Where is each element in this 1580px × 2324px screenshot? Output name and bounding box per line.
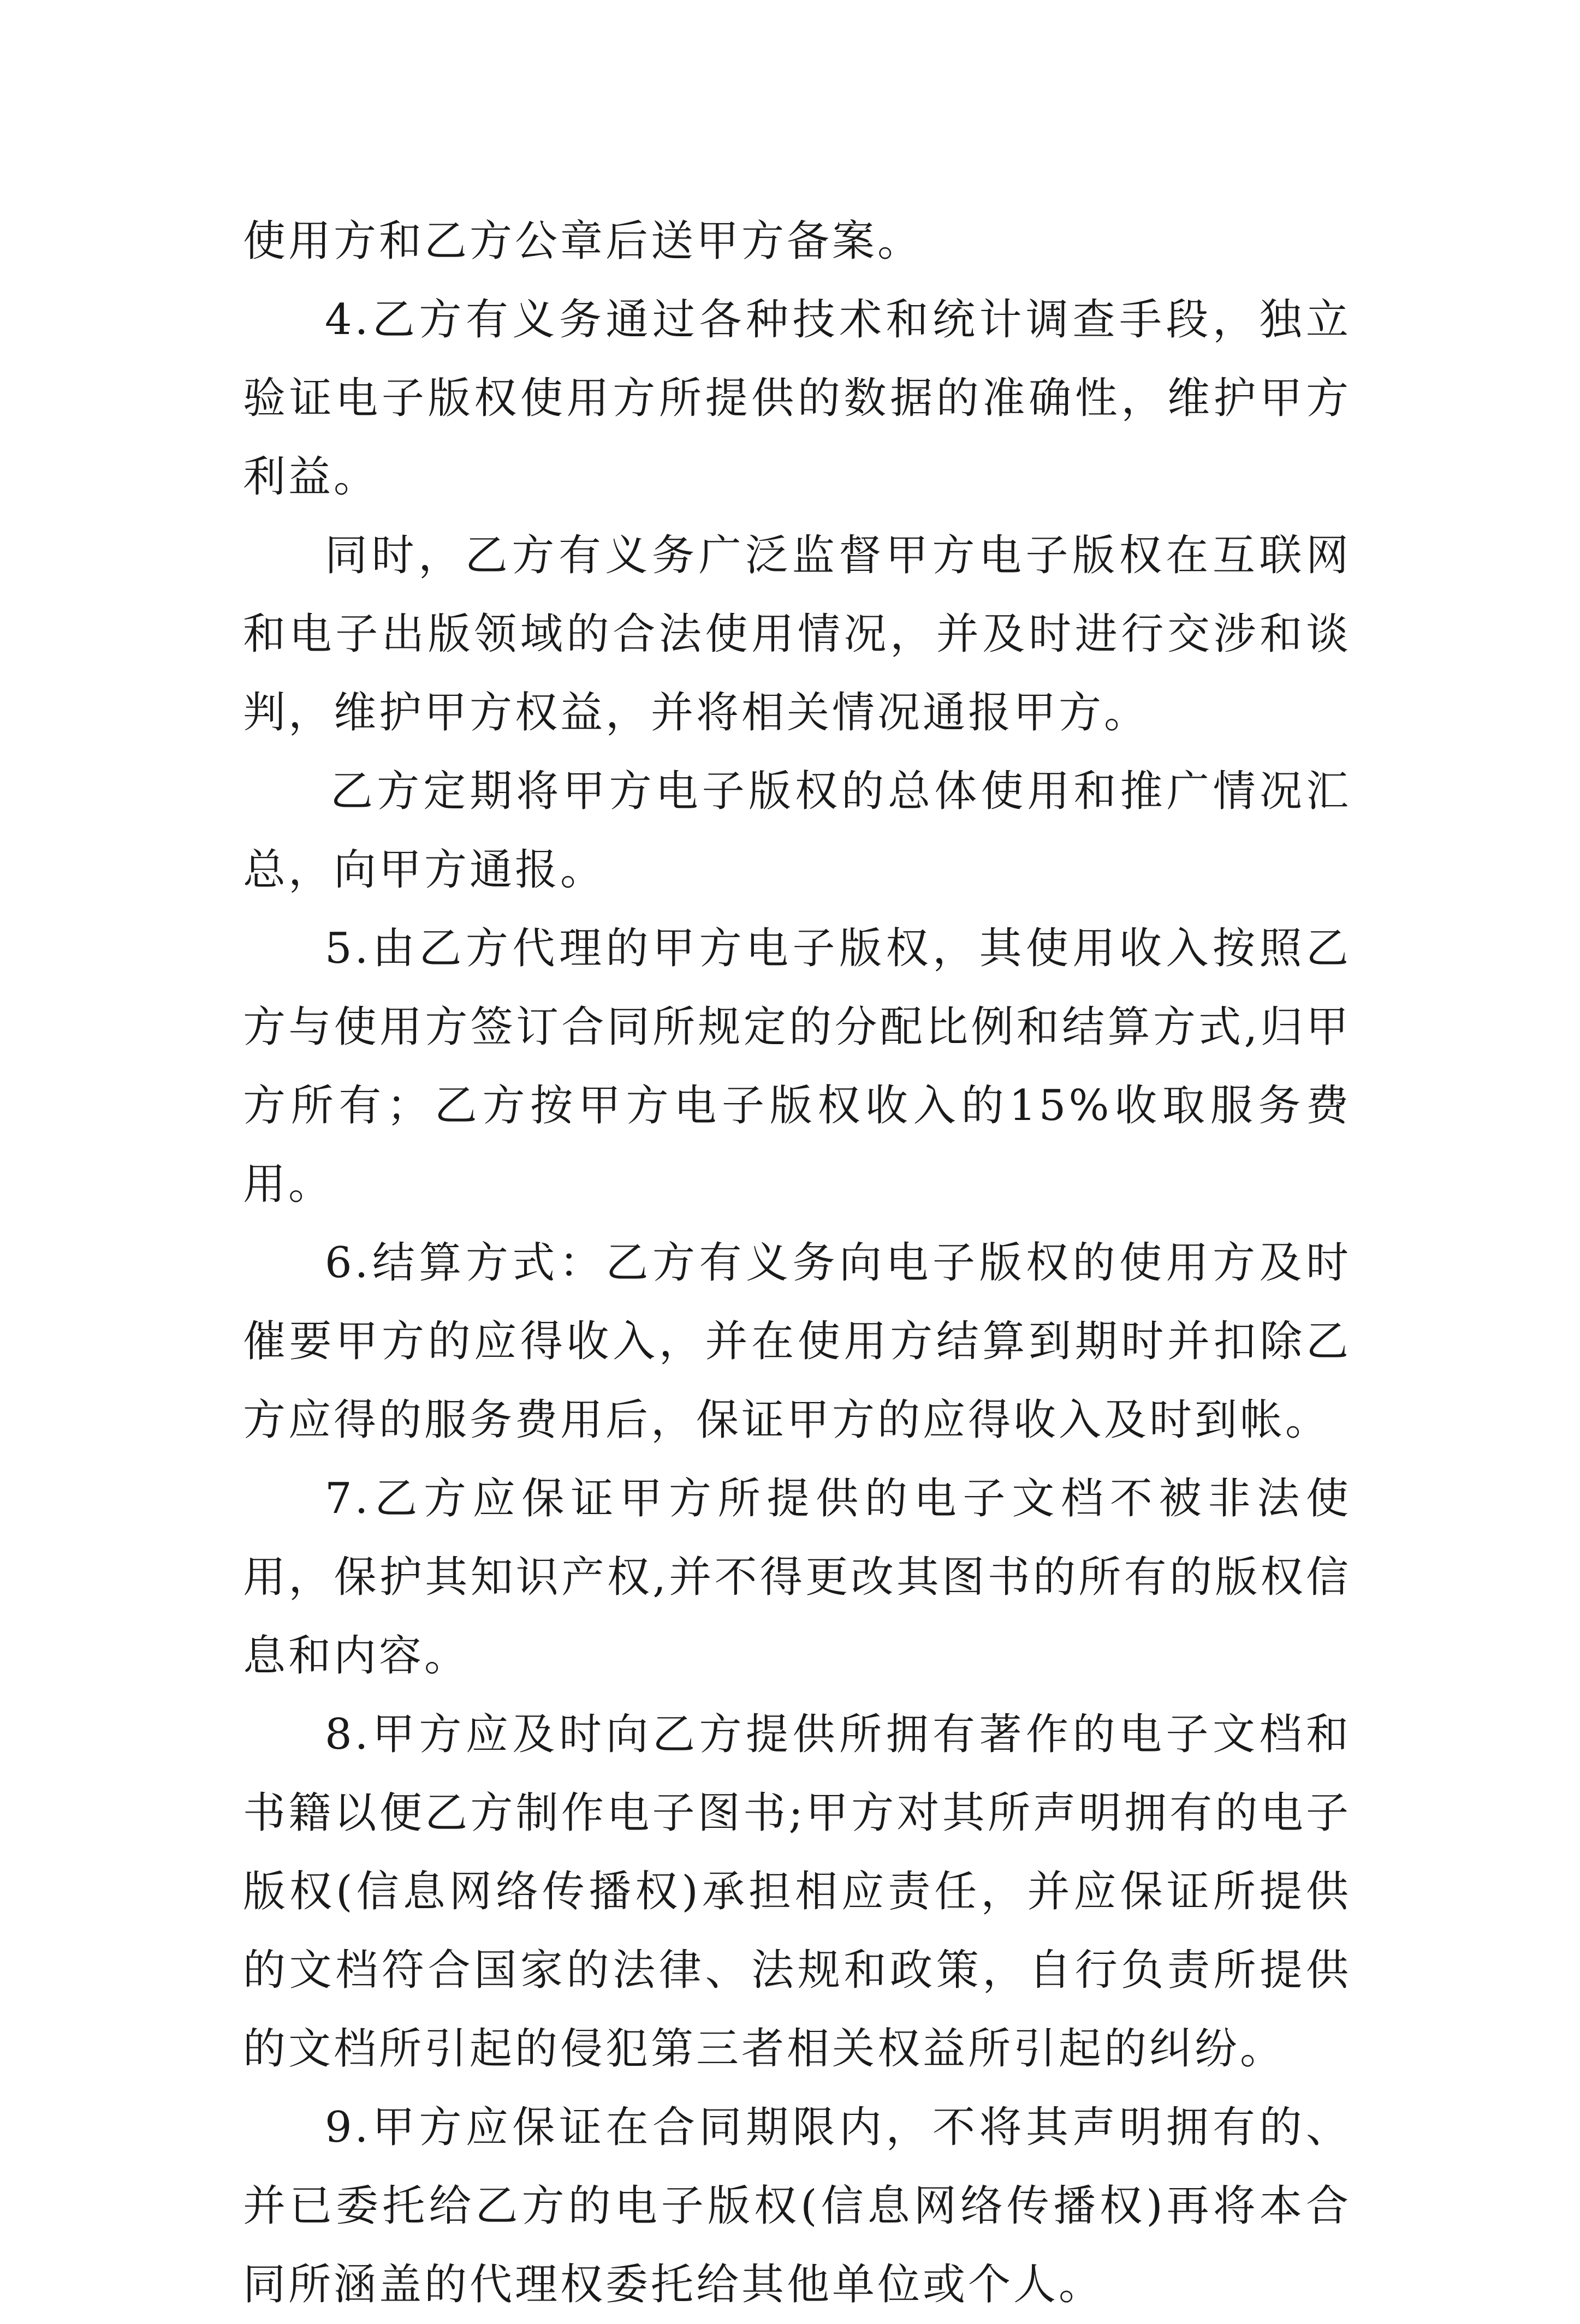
clause-4: 4.乙方有义务通过各种技术和统计调查手段，独立验证电子版权使用方所提供的数据的准确性，维护甲方利益。 bbox=[243, 295, 1351, 502]
contract-body bbox=[243, 202, 1351, 2324]
clause-9: 9.甲方应保证在合同期限内，不将其声明拥有的、并已委托给乙方的电子版权(信息网络传播权)再将本合同所涵盖的代理权委托给其他单位或个人。 bbox=[243, 2103, 1351, 2309]
clause-7: 7.乙方应保证甲方所提供的电子文档不被非法使用，保护其知识产权,并不得更改其图书的所有的版权信息和内容。 bbox=[243, 1474, 1351, 1681]
clause-5: 5.由乙方代理的甲方电子版权，其使用收入按照乙方与使用方签订合同所规定的分配比例和结算方式,归甲方所有；乙方按甲方电子版权收入的15%收取服务费用。 bbox=[243, 924, 1351, 1209]
paragraph-continuation: 使用方和乙方公章后送甲方备案。 bbox=[243, 217, 923, 266]
clause-4-supervision: 同时，乙方有义务广泛监督甲方电子版权在互联网和电子出版领域的合法使用情况，并及时进行交涉和谈判，维护甲方权益，并将相关情况通报甲方。 bbox=[243, 531, 1351, 737]
clause-4-reporting: 乙方定期将甲方电子版权的总体使用和推广情况汇总，向甲方通报。 bbox=[243, 767, 1351, 895]
clause-8: 8.甲方应及时向乙方提供所拥有著作的电子文档和书籍以便乙方制作电子图书;甲方对其所声明拥有的电子版权(信息网络传播权)承担相应责任，并应保证所提供的文档符合国家的法律、法规和政策，自行负责所提供的文档所引起的侵犯第三者相关权益所引起的纠纷。 bbox=[243, 1710, 1351, 2073]
clause-6: 6.结算方式：乙方有义务向电子版权的使用方及时催要甲方的应得收入，并在使用方结算到期时并扣除乙方应得的服务费用后，保证甲方的应得收入及时到帐。 bbox=[243, 1238, 1351, 1445]
